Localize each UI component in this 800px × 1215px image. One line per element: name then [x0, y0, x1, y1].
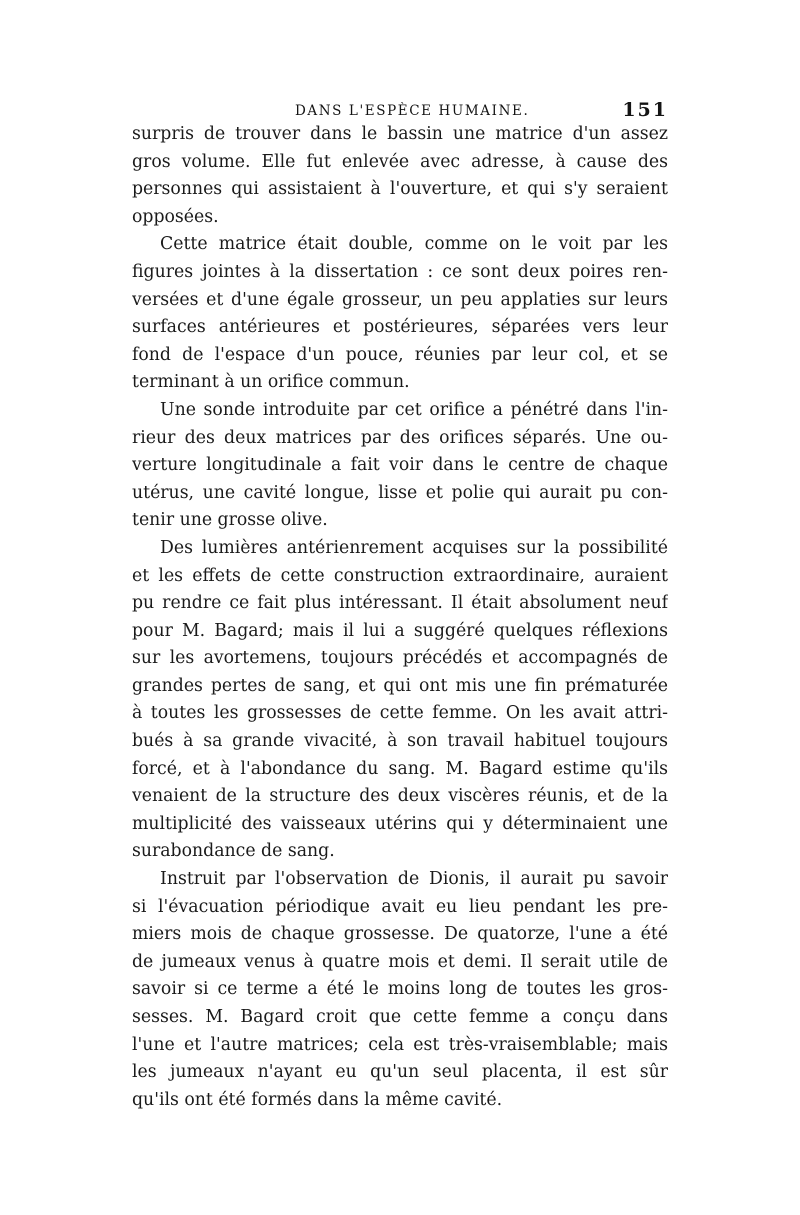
text-line: venaient de la structure des deux viscères réunis, et de la [132, 786, 668, 807]
text-line: l'une et l'autre matrices; cela est très-vraisemblable; mais [132, 1034, 668, 1055]
text-line: fond de l'espace d'un pouce, réunies par leur col, et se [132, 344, 668, 365]
text-line: terminant à un orifice commun. [132, 372, 410, 393]
text-line: Instruit par l'observation de Dionis, il aurait pu savoir [160, 869, 668, 890]
text-line: verture longitudinale a fait voir dans le centre de chaque [132, 455, 668, 476]
text-line: et les effets de cette construction extraordinaire, auraient [132, 565, 668, 586]
text-line: personnes qui assistaient à l'ouverture, et qui s'y seraient [132, 179, 668, 200]
text-line: opposées. [132, 206, 219, 227]
text-line: pour M. Bagard; mais il lui a suggéré quelques réflexions [132, 620, 668, 641]
text-line: à toutes les grossesses de cette femme. On les avait attri- [132, 703, 668, 724]
text-line: de jumeaux venus à quatre mois et demi. Il serait utile de [132, 951, 668, 972]
text-line: forcé, et à l'abondance du sang. M. Bagard estime qu'ils [132, 758, 668, 779]
text-line: savoir si ce terme a été le moins long de toutes les gros- [132, 979, 668, 1000]
text-line: surabondance de sang. [132, 841, 335, 862]
text-line: qu'ils ont été formés dans la même cavité. [132, 1089, 503, 1110]
text-line: surfaces antérieures et postérieures, séparées vers leur [132, 317, 668, 338]
text-line: gros volume. Elle fut enlevée avec adresse, à cause des [132, 151, 668, 172]
running-title: DANS L'ESPÈCE HUMAINE. [295, 103, 530, 119]
text-line: bués à sa grande vivacité, à son travail habituel toujours [132, 731, 668, 752]
text-line: rieur des deux matrices par des orifices séparés. Une ou- [132, 427, 668, 448]
text-line: figures jointes à la dissertation : ce sont deux poires ren- [132, 261, 668, 282]
running-head [132, 99, 668, 123]
text-line: tenir une grosse olive. [132, 510, 328, 531]
text-line: utérus, une cavité longue, lisse et polie qui aurait pu con- [132, 482, 668, 503]
text-line: versées et d'une égale grosseur, un peu applaties sur leurs [132, 289, 668, 310]
body-text [132, 121, 668, 1114]
text-line: miers mois de chaque grossesse. De quatorze, l'une a été [132, 924, 668, 945]
text-line: sur les avortemens, toujours précédés et accompagnés de [132, 648, 668, 669]
text-line: Cette matrice était double, comme on le voit par les [160, 234, 668, 255]
text-line: grandes pertes de sang, et qui ont mis une fin prématurée [132, 675, 668, 696]
text-line: Des lumières antérienrement acquises sur la possibilité [160, 537, 668, 558]
text-line: Une sonde introduite par cet orifice a pénétré dans l'in- [160, 399, 668, 420]
text-line: multiplicité des vaisseaux utérins qui y déterminaient une [132, 813, 668, 834]
text-line: surpris de trouver dans le bassin une matrice d'un assez [132, 124, 668, 144]
text-line: sesses. M. Bagard croit que cette femme a conçu dans [132, 1007, 668, 1027]
text-line: les jumeaux n'ayant eu qu'un seul placenta, il est sûr [132, 1062, 668, 1083]
page-number: 151 [622, 99, 668, 121]
text-line: pu rendre ce fait plus intéressant. Il était absolument neuf [132, 593, 668, 614]
text-line: si l'évacuation périodique avait eu lieu pendant les pre- [132, 896, 668, 917]
